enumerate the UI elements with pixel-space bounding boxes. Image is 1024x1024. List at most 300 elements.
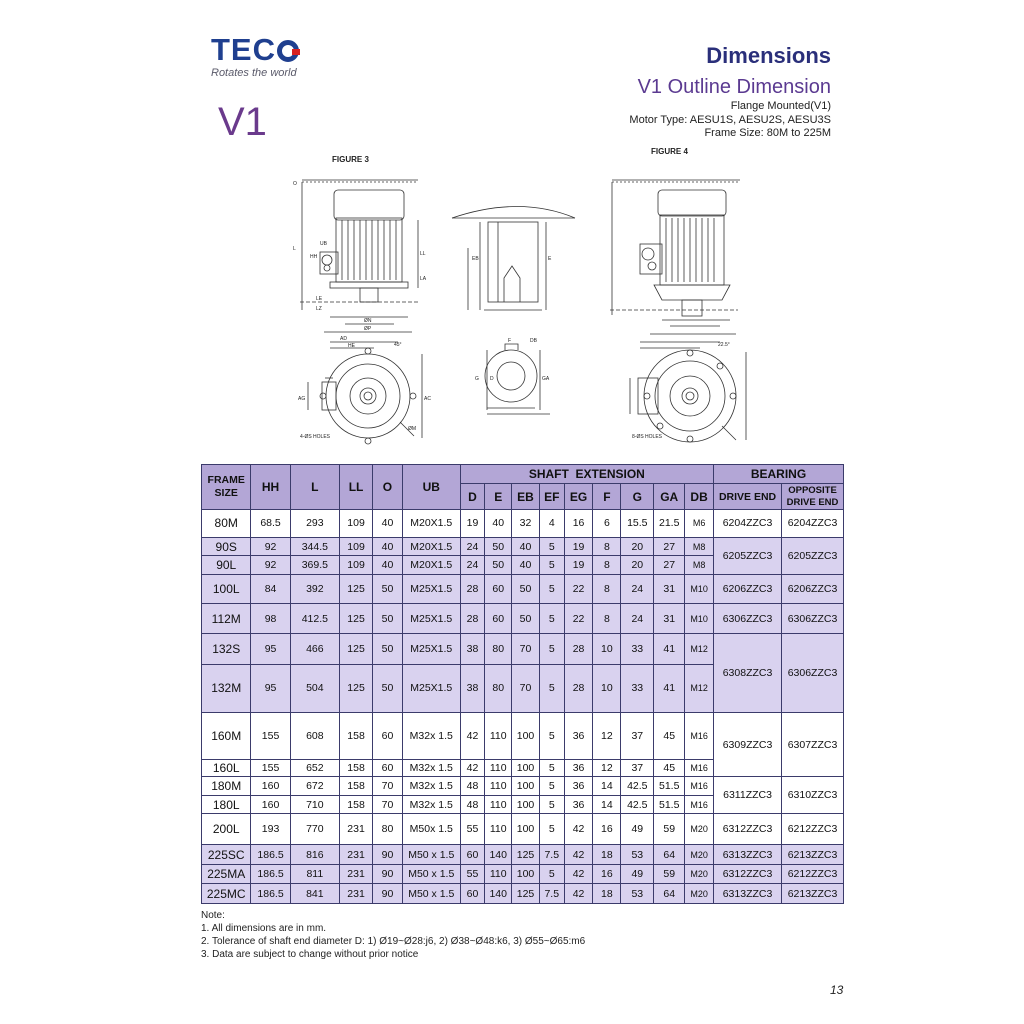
table-cell: 60 (485, 603, 512, 634)
col-d: D (460, 484, 485, 510)
table-cell: 42 (460, 712, 485, 759)
table-cell: 16 (593, 864, 621, 884)
col-e: E (485, 484, 512, 510)
table-cell: 160 (251, 795, 290, 814)
table-cell: 231 (340, 845, 373, 865)
col-o: O (373, 465, 403, 510)
label-la: LA (420, 276, 427, 282)
table-cell: M20 (685, 864, 714, 884)
shaft-detail-view (452, 207, 575, 415)
table-cell: 110 (485, 864, 512, 884)
table-cell: 608 (290, 712, 339, 759)
figure4-side-view (610, 180, 740, 334)
table-row (202, 634, 844, 665)
frame-cell: 90S (202, 537, 251, 556)
table-cell: 5 (539, 603, 564, 634)
table-cell: 160 (251, 777, 290, 796)
table-cell: 40 (373, 510, 403, 538)
frame-cell: 160M (202, 712, 251, 759)
col-bearing: BEARING (714, 465, 844, 484)
label-ub: UB (320, 241, 327, 247)
table-cell: 12 (593, 712, 621, 759)
label-o: O (293, 181, 297, 187)
label-db: DB (530, 338, 537, 344)
bearing-drive-end: 6308ZZC3 (714, 634, 782, 712)
col-shaft-extension: SHAFT EXTENSION (460, 465, 713, 484)
table-cell: 5 (539, 777, 564, 796)
table-cell: 42 (564, 864, 593, 884)
table-cell: 24 (460, 537, 485, 556)
table-cell: 31 (654, 574, 685, 603)
table-cell: 710 (290, 795, 339, 814)
table-cell: M32x 1.5 (402, 795, 460, 814)
table-cell: 125 (340, 634, 373, 665)
bearing-opposite-end: 6212ZZC3 (782, 814, 844, 845)
table-cell: 42 (564, 845, 593, 865)
bearing-drive-end: 6206ZZC3 (714, 574, 782, 603)
table-cell: 70 (512, 665, 540, 712)
table-cell: 41 (654, 665, 685, 712)
table-cell: 50 (373, 634, 403, 665)
table-cell: 40 (373, 537, 403, 556)
table-row (202, 884, 844, 904)
table-cell: 155 (251, 712, 290, 759)
table-cell: 24 (621, 574, 654, 603)
table-cell: 155 (251, 759, 290, 776)
table-cell: 28 (460, 603, 485, 634)
table-cell: 672 (290, 777, 339, 796)
table-row (202, 603, 844, 634)
table-cell: 19 (564, 537, 593, 556)
table-cell: 50 (373, 574, 403, 603)
page-subtitle: V1 Outline Dimension (637, 76, 831, 98)
table-cell: M50 x 1.5 (402, 845, 460, 865)
brand-block (211, 34, 299, 79)
table-cell: 125 (340, 665, 373, 712)
table-cell: 33 (621, 665, 654, 712)
table-row (202, 537, 844, 556)
table-cell: M20X1.5 (402, 556, 460, 575)
table-cell: 28 (564, 665, 593, 712)
table-cell: 193 (251, 814, 290, 845)
bearing-opposite-end: 6213ZZC3 (782, 884, 844, 904)
table-row (202, 712, 844, 759)
table-cell: 504 (290, 665, 339, 712)
table-cell: 80 (373, 814, 403, 845)
table-cell: 55 (460, 814, 485, 845)
label-ad: AD (340, 336, 347, 342)
table-cell: 5 (539, 864, 564, 884)
col-ub: UB (402, 465, 460, 510)
table-cell: M10 (685, 574, 714, 603)
frame-cell: 225MA (202, 864, 251, 884)
table-cell: 5 (539, 574, 564, 603)
header-line-mounting: Flange Mounted(V1) (730, 100, 831, 112)
table-cell: 40 (512, 537, 540, 556)
table-cell: 37 (621, 759, 654, 776)
table-cell: 7.5 (539, 884, 564, 904)
table-cell: 5 (539, 795, 564, 814)
label-m: ØM (408, 426, 417, 432)
bearing-opposite-end: 6310ZZC3 (782, 777, 844, 814)
table-cell: 344.5 (290, 537, 339, 556)
bearing-drive-end: 6313ZZC3 (714, 884, 782, 904)
table-cell: 53 (621, 845, 654, 865)
table-cell: 140 (485, 845, 512, 865)
table-cell: 28 (564, 634, 593, 665)
table-cell: M25X1.5 (402, 603, 460, 634)
col-hh: HH (251, 465, 290, 510)
label-hh: HH (310, 254, 318, 260)
notes-block (201, 909, 585, 961)
table-cell: 110 (485, 777, 512, 796)
figure4-label: FIGURE 4 (651, 147, 688, 156)
table-cell: M16 (685, 712, 714, 759)
table-cell: 49 (621, 864, 654, 884)
label-l: L (293, 246, 296, 252)
table-cell: 92 (251, 537, 290, 556)
table-cell: M20X1.5 (402, 510, 460, 538)
table-cell: M16 (685, 759, 714, 776)
bearing-drive-end: 6204ZZC3 (714, 510, 782, 538)
table-cell: 125 (512, 845, 540, 865)
label-f: F (508, 338, 512, 344)
table-cell: M32x 1.5 (402, 759, 460, 776)
table-cell: 40 (373, 556, 403, 575)
table-cell: M32x 1.5 (402, 777, 460, 796)
table-cell: 20 (621, 537, 654, 556)
table-cell: 18 (593, 845, 621, 865)
table-cell: 22 (564, 574, 593, 603)
bearing-opposite-end: 6205ZZC3 (782, 537, 844, 574)
teco-logo: TEC (211, 34, 299, 66)
model-label: V1 (218, 100, 267, 144)
table-cell: 110 (485, 712, 512, 759)
table-cell: 841 (290, 884, 339, 904)
table-cell: 231 (340, 884, 373, 904)
col-eg: EG (564, 484, 593, 510)
col-eb: EB (512, 484, 540, 510)
note-item: 2. Tolerance of shaft end diameter D: 1) Ø19~Ø28:j6, 2) Ø38~Ø48:k6, 3) Ø55~Ø65:m6 (201, 936, 586, 947)
bearing-drive-end: 6306ZZC3 (714, 603, 782, 634)
table-cell: 42 (564, 884, 593, 904)
table-cell: M25X1.5 (402, 665, 460, 712)
table-cell: 27 (654, 556, 685, 575)
col-drive-end: DRIVE END (714, 484, 782, 510)
table-cell: 51.5 (654, 795, 685, 814)
table-cell: 42.5 (621, 795, 654, 814)
table-cell: 231 (340, 814, 373, 845)
frame-cell: 180M (202, 777, 251, 796)
label-ll: LL (420, 251, 426, 257)
col-ga: GA (654, 484, 685, 510)
table-cell: M6 (685, 510, 714, 538)
frame-cell: 100L (202, 574, 251, 603)
table-cell: 59 (654, 814, 685, 845)
table-cell: 50 (485, 556, 512, 575)
col-frame-size: FRAME SIZE (202, 465, 251, 510)
table-cell: M25X1.5 (402, 634, 460, 665)
page-title: Dimensions (706, 43, 831, 68)
figure4-front-view (630, 342, 746, 442)
table-cell: 140 (485, 884, 512, 904)
table-cell: 770 (290, 814, 339, 845)
table-cell: 48 (460, 795, 485, 814)
frame-cell: 132S (202, 634, 251, 665)
table-cell: 8 (593, 537, 621, 556)
table-cell: 8 (593, 603, 621, 634)
bearing-opposite-end: 6212ZZC3 (782, 864, 844, 884)
table-cell: 27 (654, 537, 685, 556)
bearing-opposite-end: 6204ZZC3 (782, 510, 844, 538)
table-cell: 8 (593, 556, 621, 575)
table-cell: 125 (340, 574, 373, 603)
table-cell: M16 (685, 795, 714, 814)
table-cell: M20X1.5 (402, 537, 460, 556)
table-cell: 24 (621, 603, 654, 634)
table-cell: 125 (512, 884, 540, 904)
label-p: ØP (364, 326, 372, 332)
bearing-drive-end: 6313ZZC3 (714, 845, 782, 865)
table-cell: 110 (485, 795, 512, 814)
frame-cell: 225MC (202, 884, 251, 904)
table-cell: 15.5 (621, 510, 654, 538)
table-cell: 40 (485, 510, 512, 538)
label-e: E (548, 256, 552, 262)
table-cell: 31 (654, 603, 685, 634)
label-ac: AC (424, 396, 431, 402)
table-cell: 38 (460, 665, 485, 712)
table-cell: 50 (373, 603, 403, 634)
table-cell: 70 (512, 634, 540, 665)
table-cell: 80 (485, 634, 512, 665)
table-cell: 90 (373, 864, 403, 884)
label-lz: LZ (316, 306, 322, 312)
table-cell: 50 (512, 603, 540, 634)
table-row (202, 814, 844, 845)
table-cell: 100 (512, 814, 540, 845)
table-cell: 70 (373, 777, 403, 796)
table-cell: 231 (340, 864, 373, 884)
table-cell: 36 (564, 759, 593, 776)
table-cell: 10 (593, 634, 621, 665)
table-cell: M8 (685, 556, 714, 575)
table-cell: 158 (340, 759, 373, 776)
header-line-frame-size: Frame Size: 80M to 225M (704, 127, 831, 139)
table-cell: 51.5 (654, 777, 685, 796)
col-opposite-drive-end: OPPOSITE DRIVE END (782, 484, 844, 510)
table-cell: M16 (685, 777, 714, 796)
table-cell: 95 (251, 634, 290, 665)
notes-title: Note: (201, 910, 225, 921)
frame-cell: 132M (202, 665, 251, 712)
frame-cell: 112M (202, 603, 251, 634)
page-header (629, 42, 831, 141)
table-cell: 109 (340, 510, 373, 538)
col-g: G (621, 484, 654, 510)
table-cell: 412.5 (290, 603, 339, 634)
table-cell: 293 (290, 510, 339, 538)
col-l: L (290, 465, 339, 510)
table-cell: 100 (512, 759, 540, 776)
table-cell: M50 x 1.5 (402, 864, 460, 884)
table-cell: 7.5 (539, 845, 564, 865)
table-cell: 60 (485, 574, 512, 603)
header-line-motor-type: Motor Type: AESU1S, AESU2S, AESU3S (629, 113, 831, 126)
table-cell: 466 (290, 634, 339, 665)
table-cell: 59 (654, 864, 685, 884)
table-cell: 14 (593, 795, 621, 814)
table-cell: 100 (512, 795, 540, 814)
label-ga: GA (542, 376, 550, 382)
table-cell: 19 (460, 510, 485, 538)
col-ef: EF (539, 484, 564, 510)
page-number: 13 (830, 983, 844, 997)
bearing-opposite-end: 6206ZZC3 (782, 574, 844, 603)
table-cell: 5 (539, 814, 564, 845)
table-cell: 20 (621, 556, 654, 575)
table-cell: 36 (564, 712, 593, 759)
table-cell: 186.5 (251, 884, 290, 904)
table-header (202, 465, 844, 510)
table-cell: 369.5 (290, 556, 339, 575)
table-cell: 21.5 (654, 510, 685, 538)
table-cell: 186.5 (251, 864, 290, 884)
table-cell: 5 (539, 556, 564, 575)
col-ll: LL (340, 465, 373, 510)
table-cell: 45 (654, 759, 685, 776)
table-cell: 60 (460, 845, 485, 865)
bearing-opposite-end: 6306ZZC3 (782, 603, 844, 634)
note-item: 1. All dimensions are in mm. (201, 923, 327, 934)
angle-fig4: 22.5° (718, 342, 730, 348)
figure3-front-view (308, 342, 422, 444)
table-cell: 40 (512, 556, 540, 575)
bearing-drive-end: 6205ZZC3 (714, 537, 782, 574)
frame-cell: 225SC (202, 845, 251, 865)
table-cell: 5 (539, 712, 564, 759)
table-cell: 60 (373, 759, 403, 776)
table-cell: 42.5 (621, 777, 654, 796)
table-cell: 41 (654, 634, 685, 665)
table-cell: 53 (621, 884, 654, 904)
table-cell: 92 (251, 556, 290, 575)
table-cell: 12 (593, 759, 621, 776)
label-he: HE (348, 343, 355, 349)
table-cell: M12 (685, 665, 714, 712)
table-cell: 45 (654, 712, 685, 759)
brand-tagline: Rotates the world (211, 67, 297, 79)
table-cell: 100 (512, 777, 540, 796)
table-cell: 100 (512, 712, 540, 759)
table-cell: 60 (373, 712, 403, 759)
table-row (202, 574, 844, 603)
table-cell: 50 (485, 537, 512, 556)
bearing-drive-end: 6312ZZC3 (714, 864, 782, 884)
table-cell: 10 (593, 665, 621, 712)
table-row (202, 777, 844, 796)
label-le: LE (316, 296, 323, 302)
table-cell: 14 (593, 777, 621, 796)
table-cell: 5 (539, 537, 564, 556)
label-ag: AG (298, 396, 306, 402)
table-row (202, 845, 844, 865)
bearing-drive-end: 6309ZZC3 (714, 712, 782, 777)
table-cell: 186.5 (251, 845, 290, 865)
table-cell: 90 (373, 884, 403, 904)
table-cell: 100 (512, 864, 540, 884)
figure3-label: FIGURE 3 (332, 155, 369, 164)
table-cell: 392 (290, 574, 339, 603)
table-cell: 70 (373, 795, 403, 814)
frame-cell: 200L (202, 814, 251, 845)
table-cell: 16 (564, 510, 593, 538)
table-cell: 5 (539, 634, 564, 665)
table-cell: 8 (593, 574, 621, 603)
table-cell: 36 (564, 795, 593, 814)
table-cell: M12 (685, 634, 714, 665)
table-cell: 95 (251, 665, 290, 712)
table-cell: M32x 1.5 (402, 712, 460, 759)
table-cell: M20 (685, 884, 714, 904)
table-cell: M20 (685, 845, 714, 865)
bearing-drive-end: 6312ZZC3 (714, 814, 782, 845)
col-f: F (593, 484, 621, 510)
table-cell: M10 (685, 603, 714, 634)
frame-cell: 160L (202, 759, 251, 776)
table-cell: 22 (564, 603, 593, 634)
bearing-opposite-end: 6307ZZC3 (782, 712, 844, 777)
table-cell: 90 (373, 845, 403, 865)
label-eb: EB (472, 256, 479, 262)
table-cell: 811 (290, 864, 339, 884)
table-cell: M50 x 1.5 (402, 884, 460, 904)
table-cell: 109 (340, 556, 373, 575)
label-n: ØN (364, 318, 372, 324)
table-cell: 109 (340, 537, 373, 556)
logo-o-mark (277, 40, 299, 62)
table-cell: 158 (340, 777, 373, 796)
table-cell: 816 (290, 845, 339, 865)
label-d: D (490, 376, 494, 382)
table-cell: 5 (539, 665, 564, 712)
table-cell: 16 (593, 814, 621, 845)
table-cell: 50 (373, 665, 403, 712)
col-db: DB (685, 484, 714, 510)
table-cell: 48 (460, 777, 485, 796)
table-row (202, 864, 844, 884)
table-cell: 19 (564, 556, 593, 575)
table-cell: 68.5 (251, 510, 290, 538)
table-cell: M20 (685, 814, 714, 845)
table-cell: 84 (251, 574, 290, 603)
holes-fig3: 4-ØS HOLES (300, 434, 331, 440)
table-cell: 110 (485, 759, 512, 776)
frame-cell: 80M (202, 510, 251, 538)
table-cell: 55 (460, 864, 485, 884)
table-cell: 652 (290, 759, 339, 776)
table-cell: 158 (340, 795, 373, 814)
label-g: G (475, 376, 479, 382)
table-cell: 5 (539, 759, 564, 776)
table-cell: 32 (512, 510, 540, 538)
table-cell: 4 (539, 510, 564, 538)
frame-cell: 180L (202, 795, 251, 814)
frame-cell: 90L (202, 556, 251, 575)
table-cell: 110 (485, 814, 512, 845)
table-cell: 36 (564, 777, 593, 796)
outline-drawings (290, 160, 760, 445)
